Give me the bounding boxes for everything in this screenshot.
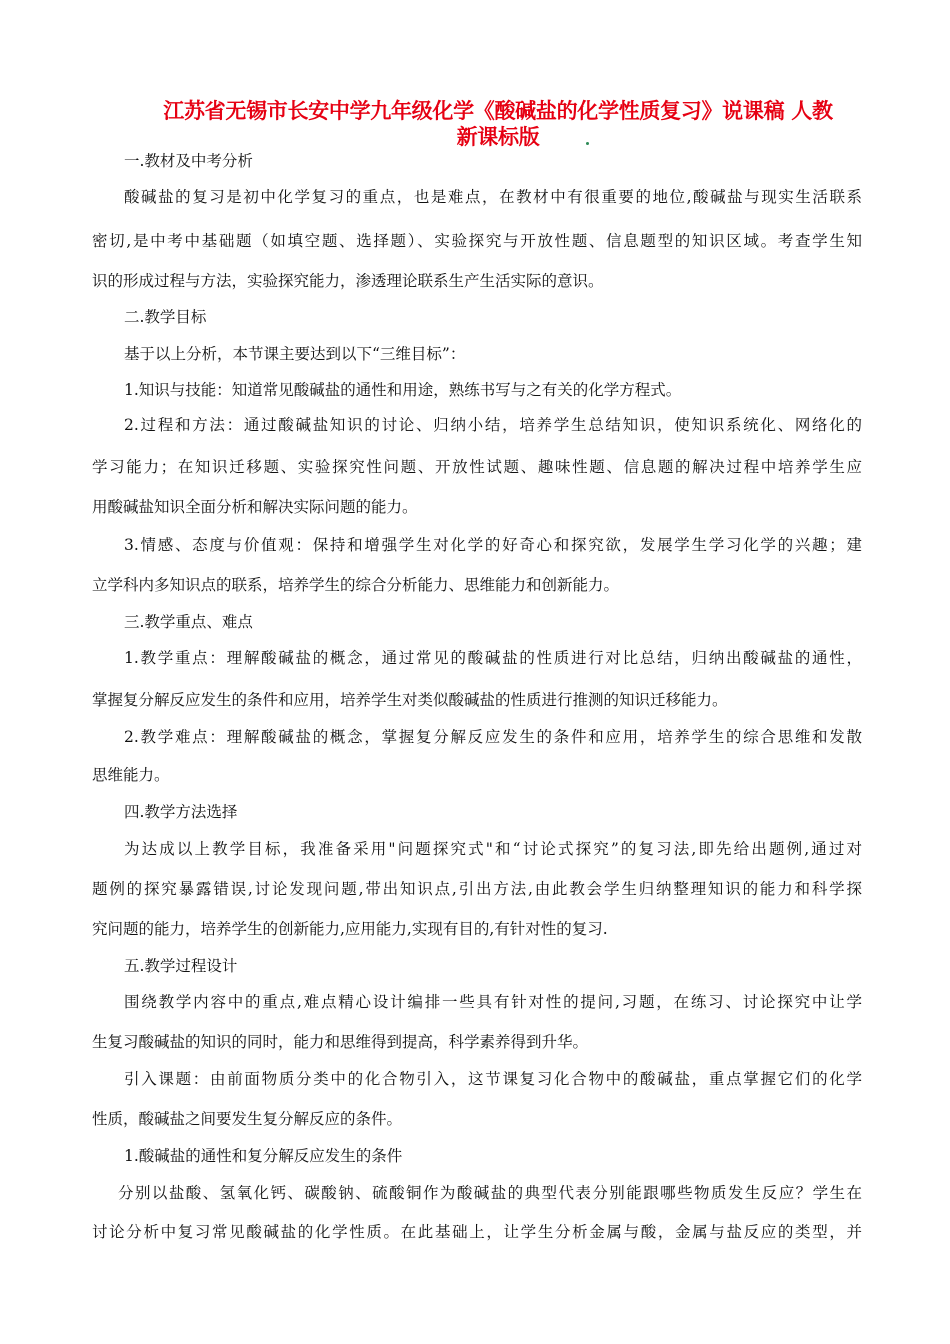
paragraph-line: 1.知识与技能：知道常见酸碱盐的通性和用途，熟练书写与之有关的化学方程式。 [124, 381, 682, 399]
paragraph-line: 题例的探究暴露错误,讨论发现问题,带出知识点,引出方法,由此教会学生归纳整理知识的能力和科学探 [92, 880, 862, 898]
document-title [128, 98, 868, 150]
paragraph-line: 生复习酸碱盐的知识的同时，能力和思维得到提高，科学素养得到升华。 [92, 1033, 589, 1051]
section-heading: 二.教学目标 [124, 308, 207, 326]
title-line-2: 新课标版 [456, 125, 540, 149]
paragraph-line: 为达成以上教学目标，我准备采用"问题探究式"和“讨论式探究”的复习法,即先给出题例,通过对 [124, 840, 862, 858]
paragraph-line: 究问题的能力，培养学生的创新能力,应用能力,实现有目的,有针对性的复习. [92, 920, 608, 938]
paragraph-line: 思维能力。 [92, 766, 170, 784]
section-heading: 一.教材及中考分析 [124, 152, 253, 170]
subsection-heading: 1.酸碱盐的通性和复分解反应发生的条件 [124, 1147, 403, 1165]
paragraph-line: 识的形成过程与方法，实验探究能力，渗透理论联系生产生活实际的意识。 [92, 272, 604, 290]
paragraph-line: 立学科内多知识点的联系，培养学生的综合分析能力、思维能力和创新能力。 [92, 576, 620, 594]
title-line-1: 江苏省无锡市长安中学九年级化学《酸碱盐的化学性质复习》说课稿 人教 [163, 99, 833, 123]
section-heading: 三.教学重点、难点 [124, 613, 253, 631]
paragraph-line: 掌握复分解反应发生的条件和应用，培养学生对类似酸碱盐的性质进行推测的知识迁移能力。 [92, 691, 728, 709]
section-heading: 五.教学过程设计 [124, 957, 238, 975]
decorative-dot [586, 142, 589, 145]
paragraph-line: 引入课题：由前面物质分类中的化合物引入，这节课复习化合物中的酸碱盐，重点掌握它们的化学 [124, 1070, 862, 1088]
paragraph-line: 用酸碱盐知识全面分析和解决实际问题的能力。 [92, 498, 418, 516]
paragraph-line: 密切,是中考中基础题（如填空题、选择题）、实验探究与开放性题、信息题型的知识区域。考查学生知 [92, 232, 862, 250]
paragraph-line: 围绕教学内容中的重点,难点精心设计编排一些具有针对性的提问,习题，在练习、讨论探究中让学 [124, 993, 862, 1011]
paragraph-line: 酸碱盐的复习是初中化学复习的重点，也是难点，在教材中有很重要的地位,酸碱盐与现实生活联系 [124, 188, 862, 206]
paragraph-line: 讨论分析中复习常见酸碱盐的化学性质。在此基础上，让学生分析金属与酸，金属与盐反应的类型，并 [92, 1223, 862, 1241]
paragraph-line: 性质，酸碱盐之间要发生复分解反应的条件。 [92, 1110, 403, 1128]
paragraph-line: 分别以盐酸、氢氧化钙、碳酸钠、硫酸铜作为酸碱盐的典型代表分别能跟哪些物质发生反应？学生在 [118, 1184, 862, 1202]
paragraph-line: 2.教学难点：理解酸碱盐的概念，掌握复分解反应发生的条件和应用，培养学生的综合思维和发散 [124, 728, 862, 746]
paragraph-line: 2.过程和方法：通过酸碱盐知识的讨论、归纳小结，培养学生总结知识，使知识系统化、网络化的 [124, 416, 862, 434]
section-heading: 四.教学方法选择 [124, 803, 238, 821]
paragraph-line: 基于以上分析，本节课主要达到以下“三维目标”： [124, 345, 466, 363]
paragraph-line: 1.教学重点：理解酸碱盐的概念，通过常见的酸碱盐的性质进行对比总结，归纳出酸碱盐的通性， [124, 649, 862, 667]
paragraph-line: 学习能力；在知识迁移题、实验探究性问题、开放性试题、趣味性题、信息题的解决过程中培养学生应 [92, 458, 862, 476]
paragraph-line: 3.情感、态度与价值观：保持和增强学生对化学的好奇心和探究欲，发展学生学习化学的兴趣；建 [124, 536, 862, 554]
